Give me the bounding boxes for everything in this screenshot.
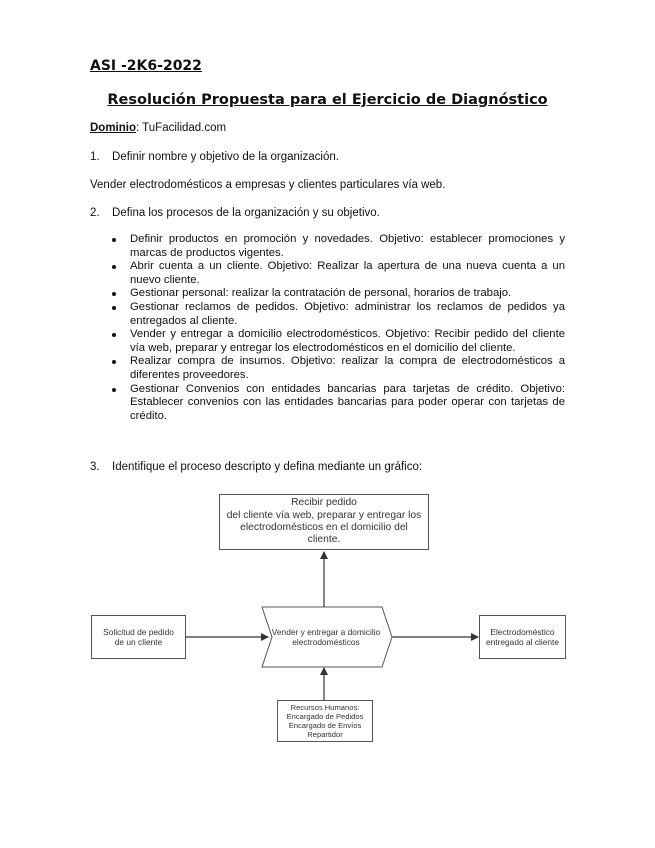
input-line: de un cliente: [114, 637, 163, 647]
question-2-number: 2.: [90, 207, 100, 219]
process-item: Gestionar personal: realizar la contratación de personal, horarios de trabajo.: [110, 287, 565, 301]
process-item: Realizar compra de insumos. Objetivo: realizar la compra de electrodomésticos a diferentes proveedores.: [110, 355, 565, 382]
question-2-text: Defina los procesos de la organización y su objetivo.: [112, 207, 380, 219]
process-item: Definir productos en promoción y novedades. Objetivo: establecer promociones y marcas de productos vigentes.: [110, 233, 565, 260]
answer-1: Vender electrodomésticos a empresas y clientes particulares vía web.: [90, 179, 446, 191]
process-item: Gestionar Convenios con entidades bancarias para tarjetas de crédito. Objetivo: Establecer convenios con las entidades bancarias para poder operar con tarjetas de crédito.: [110, 383, 565, 424]
process-line: Vender y entregar a domicilio: [271, 627, 381, 637]
question-3-number: 3.: [90, 461, 100, 473]
process-line: electrodomésticos: [292, 637, 360, 647]
objective-line: del cliente vía web, preparar y entregar los: [226, 509, 422, 521]
resources-line: Repartidor: [307, 730, 343, 740]
question-1-text: Definir nombre y objetivo de la organización.: [112, 151, 339, 163]
domain-value: : TuFacilidad.com: [136, 122, 227, 134]
output-line: Electrodoméstico: [490, 627, 555, 637]
page-title: Resolución Propuesta para el Ejercicio de Diagnóstico: [107, 92, 548, 108]
objective-line: cliente.: [307, 534, 341, 546]
resources-box: [277, 700, 373, 742]
resources-line: Recursos Humanos:: [290, 702, 360, 712]
process-item: Vender y entregar a domicilio electrodomésticos. Objetivo: Recibir pedido del cliente vía web, preparar y entregar los electrodomésticos en el domicilio del cliente.: [110, 328, 565, 355]
course-header: ASI -2K6-2022: [90, 58, 202, 74]
input-line: Solicitud de pedido: [103, 627, 174, 637]
input-box: [91, 615, 186, 659]
output-box: [479, 615, 566, 659]
resources-line: Encargado de Pedidos: [286, 711, 364, 721]
question-3-text: Identifique el proceso descripto y defina mediante un gráfico:: [112, 461, 423, 473]
objective-line: Recibir pedido: [291, 497, 357, 509]
resources-line: Encargado de Envíos: [288, 721, 362, 730]
objective-line: electrodomésticos en el domicilio del: [240, 522, 408, 533]
objective-box: [219, 494, 429, 550]
domain-label: Dominio: [90, 122, 136, 134]
process-item: Abrir cuenta a un cliente. Objetivo: Realizar la apertura de una nueva cuenta a un nuevo cliente.: [110, 260, 565, 287]
output-line: entregado al cliente: [485, 637, 560, 647]
question-1-number: 1.: [90, 151, 100, 163]
process-item: Gestionar reclamos de pedidos. Objetivo: administrar los reclamos de pedidos ya entregados al cliente.: [110, 301, 565, 328]
process-label: [266, 620, 386, 654]
